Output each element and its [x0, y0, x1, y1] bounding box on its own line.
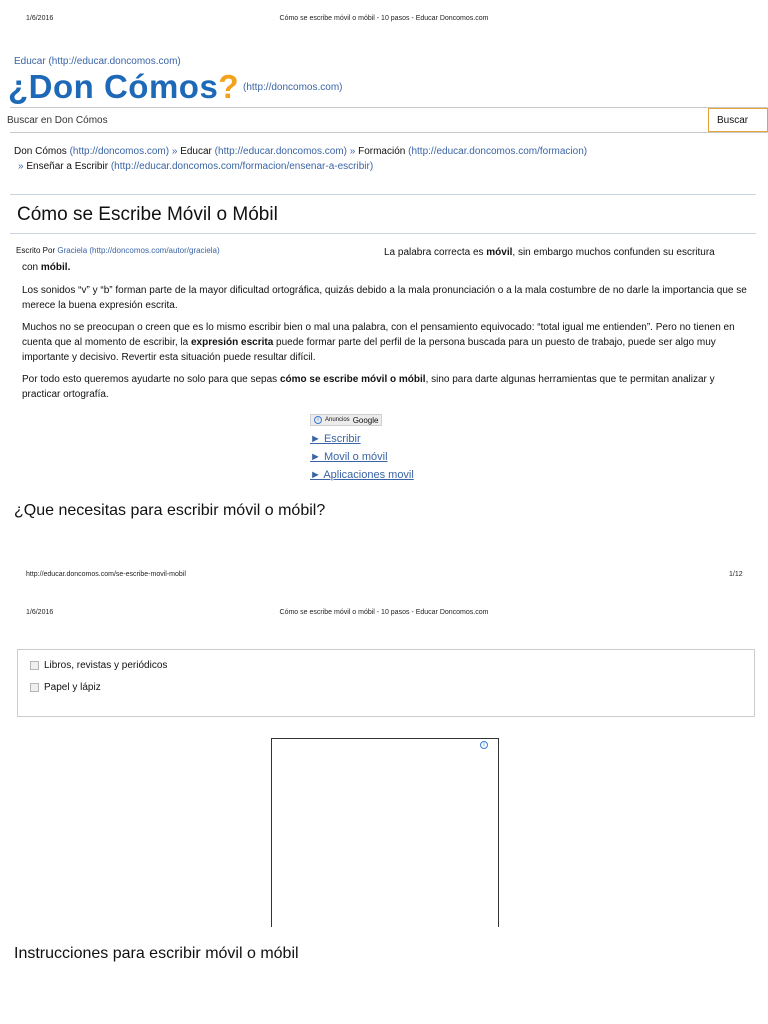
breadcrumb-separator: »: [18, 161, 24, 172]
ad-link-escribir[interactable]: ► Escribir: [310, 433, 361, 445]
print-title: Cómo se escribe móvil o móbil - 10 pasos - Educar Doncomos.com: [279, 609, 489, 616]
breadcrumb-item-doncomos[interactable]: Don Cómos: [14, 146, 67, 157]
ad-frame[interactable]: [271, 738, 499, 927]
checkbox[interactable]: [30, 683, 39, 692]
intro-text: [384, 247, 715, 258]
paragraph-1: Los sonidos “v” y “b” forman parte de la mayor dificultad ortográfica, quizás debido a la mala pronunciación o a la mala costumbre de no darle la importancia que se merece la buena expresión escrita.: [22, 285, 747, 311]
author-prefix: Escrito Por: [16, 246, 56, 255]
breadcrumb-url-ensenar[interactable]: (http://educar.doncomos.com/formacion/ensenar-a-escribir): [110, 161, 374, 172]
ads-label-brand: Google: [352, 415, 379, 425]
paragraph-part: puede formar parte del perfil de la persona buscada para un puesto de trabajo, puede ser algo muy importante y decisivo. Revertir esta situación puede resultar difícil.: [22, 337, 716, 363]
ad-link-movil[interactable]: ► Movil o móvil: [310, 451, 388, 463]
divider: [10, 233, 756, 234]
paragraph-3: [22, 372, 747, 402]
site-logo[interactable]: [8, 70, 342, 103]
author-line: [16, 246, 220, 255]
section-title-instructions: Instrucciones para escribir móvil o móbil: [14, 945, 299, 962]
google-ads-block: [310, 408, 414, 484]
search-input[interactable]: [7, 115, 708, 126]
logo-question-mark: ?: [218, 68, 239, 105]
paragraph-2: [22, 320, 752, 365]
info-icon: i: [314, 416, 322, 424]
intro-continuation: [22, 262, 70, 273]
intro-bold: móvil: [486, 247, 513, 258]
page-title: Cómo se Escribe Móvil o Móbil: [17, 204, 278, 225]
author-url-link[interactable]: (http://doncomos.com/autor/graciela): [89, 246, 220, 255]
search-bar: [10, 107, 768, 133]
intro-bold: móbil.: [40, 262, 71, 273]
logo-main: ¿Don Cómos: [8, 68, 219, 105]
breadcrumb-separator: »: [349, 146, 356, 157]
search-button[interactable]: Buscar: [708, 108, 768, 132]
print-title: Cómo se escribe móvil o móbil - 10 pasos - Educar Doncomos.com: [279, 15, 489, 22]
list-item[interactable]: [30, 676, 754, 698]
breadcrumb-url-educar[interactable]: (http://educar.doncomos.com): [214, 146, 347, 157]
intro-part: con: [22, 262, 41, 273]
paragraph-bold: cómo se escribe móvil o móbil: [279, 374, 426, 385]
author-name-link[interactable]: Graciela: [57, 246, 88, 255]
logo-text[interactable]: [8, 70, 239, 103]
intro-part: La palabra correcta es: [384, 247, 487, 258]
paragraph-part: Por todo esto queremos ayudarte no solo para que sepas: [22, 374, 280, 385]
divider: [10, 194, 756, 195]
ads-label[interactable]: [310, 414, 382, 426]
ad-link-aplicaciones[interactable]: ► Aplicaciones movil: [310, 469, 414, 481]
print-date: 1/6/2016: [26, 609, 54, 616]
list-item-label: Libros, revistas y periódicos: [44, 659, 168, 671]
ad-info-icon[interactable]: i: [480, 741, 488, 749]
ads-label-small: Anuncios: [325, 417, 350, 423]
paragraph-bold: expresión escrita: [190, 337, 274, 348]
logo-url-link[interactable]: (http://doncomos.com): [243, 82, 343, 93]
print-date: 1/6/2016: [26, 15, 54, 22]
print-page-number: 1/12: [729, 571, 743, 578]
checkbox[interactable]: [30, 661, 39, 670]
breadcrumb-separator: »: [171, 146, 178, 157]
section-title-needs: ¿Que necesitas para escribir móvil o móbil?: [14, 502, 326, 519]
breadcrumb-item-ensenar[interactable]: Enseñar a Escribir: [26, 161, 109, 172]
breadcrumb-item-educar[interactable]: Educar: [180, 146, 212, 157]
list-item[interactable]: [30, 654, 754, 676]
breadcrumb: [14, 144, 754, 174]
breadcrumb-url-doncomos[interactable]: (http://doncomos.com): [69, 146, 170, 157]
intro-part: , sin embargo muchos confunden su escritura: [512, 247, 715, 258]
needs-list: [17, 649, 755, 717]
list-item-label: Papel y lápiz: [44, 681, 101, 693]
print-url: http://educar.doncomos.com/se-escribe-movil-mobil: [26, 571, 186, 578]
paragraph-part: , sino para darte algunas herramientas que te permitan analizar y practicar ortografía.: [22, 374, 715, 400]
educar-section-link[interactable]: Educar (http://educar.doncomos.com): [14, 56, 181, 67]
breadcrumb-url-formacion[interactable]: (http://educar.doncomos.com/formacion): [408, 146, 588, 157]
breadcrumb-item-formacion[interactable]: Formación: [358, 146, 406, 157]
paragraph-part: Muchos no se preocupan o creen que es lo mismo escribir bien o mal una palabra, con el pensamiento equivocado: “total igual me entienden”. Pero no tienen en cuenta que al momento de escribir, la: [22, 322, 735, 348]
